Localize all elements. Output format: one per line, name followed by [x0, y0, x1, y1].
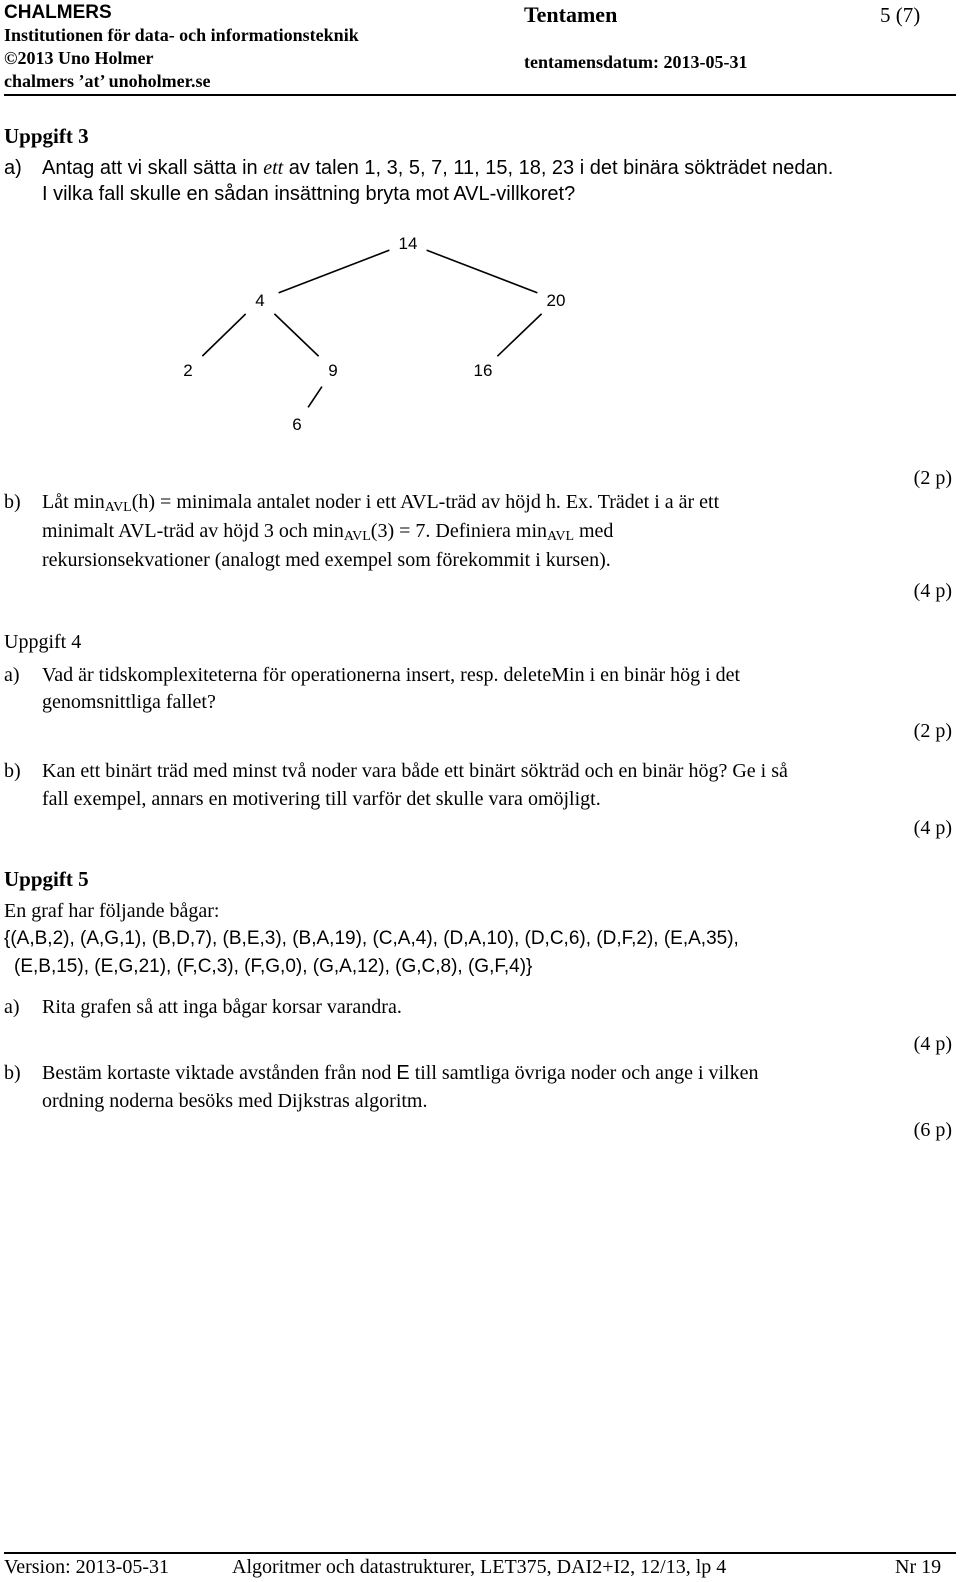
task5-a-line: Rita grafen så att inga bågar korsar varandra.	[42, 996, 402, 1018]
tree-node-20	[536, 280, 576, 320]
page-number: 5 (7)	[880, 3, 921, 27]
tree-node-label: 6	[292, 415, 302, 434]
task5-edges-line2: (E,B,15), (E,G,21), (F,C,3), (F,G,0), (G,A,12), (G,C,8), (G,F,4)}	[14, 956, 533, 977]
task3-b-line2: minimalt AVL-träd av höjd 3 och $\min_{AVL}(3) = 7$. Definiera $\min_{AVL}$ med	[42, 520, 614, 544]
tree-node-4	[240, 280, 280, 320]
task5-a-points: (4 p)	[913, 1033, 952, 1055]
task5-edges-line1: {(A,B,2), (A,G,1), (B,D,7), (B,E,3), (B,A,19), (C,A,4), (D,A,10), (D,C,6), (D,F,2), (E,A,35),	[4, 928, 739, 949]
tree-node-label: 16	[473, 361, 493, 380]
author-email: chalmers ’at’ unoholmer.se	[4, 71, 211, 91]
task5-b-line1: Bestäm kortaste viktade avstånden från nod E till samtliga övriga noder och ange i vilken	[42, 1062, 759, 1084]
task3-a-line2: I vilka fall skulle en sådan insättning bryta mot AVL-villkoret?	[42, 183, 576, 205]
task3-a-line1: Antag att vi skall sätta in ett av talen 1, 3, 5, 7, 11, 15, 18, 23 i det binära sökträdet nedan.	[42, 157, 834, 179]
tree-node-14	[388, 223, 428, 263]
task3-b-line1: Låt $\min_{AVL}(h)$ = minimala antalet noder i ett AVL-träd av höjd h. Ex. Trädet i a är ett	[42, 491, 720, 515]
tree-node-16	[463, 350, 503, 390]
task5-intro: En graf har följande bågar:	[4, 900, 220, 922]
task4-b-label: b)	[4, 760, 21, 782]
task3-b-points: (4 p)	[913, 580, 952, 602]
tree-node-label: 14	[398, 234, 418, 253]
task4-heading: Uppgift 4	[4, 631, 82, 653]
task4-b-line2: fall exempel, annars en motivering till varför det skulle vara omöjligt.	[42, 788, 601, 810]
task3-heading: Uppgift 3	[4, 124, 89, 148]
tree-edge	[408, 243, 556, 300]
copyright: ©2013 Uno Holmer	[4, 48, 154, 68]
task3-a-label: a)	[4, 157, 22, 179]
tree-edge	[260, 243, 408, 300]
tree-node-2	[168, 350, 208, 390]
task5-b-line2: ordning noderna besöks med Dijkstras algoritm.	[42, 1090, 428, 1112]
org-name: CHALMERS	[4, 2, 112, 23]
task5-b-label: b)	[4, 1062, 21, 1084]
task3-a-points: (2 p)	[913, 467, 952, 489]
footer-version: Version: 2013-05-31	[4, 1556, 169, 1578]
footer-rule	[4, 1552, 956, 1554]
task3-b-line3: rekursionsekvationer (analogt med exempel som förekommit i kursen).	[42, 549, 611, 571]
tree-node-label: 2	[183, 361, 193, 380]
task4-a-points: (2 p)	[913, 720, 952, 742]
task4-a-label: a)	[4, 664, 20, 686]
tree-edges	[188, 243, 556, 424]
tree-node-label: 9	[328, 361, 338, 380]
task4-b-points: (4 p)	[913, 817, 952, 839]
binary-search-tree	[0, 0, 960, 460]
task5-b-points: (6 p)	[913, 1119, 952, 1141]
department: Institutionen för data- och informationsteknik	[4, 25, 359, 45]
task4-a-line2: genomsnittliga fallet?	[42, 691, 216, 713]
exam-date: tentamensdatum: 2013-05-31	[524, 52, 748, 72]
footer-nr: Nr 19	[895, 1556, 942, 1578]
task5-a-label: a)	[4, 996, 20, 1018]
tree-node-label: 4	[255, 291, 265, 310]
tree-node-label: 20	[546, 291, 566, 310]
task4-b-line1: Kan ett binärt träd med minst två noder vara både ett binärt sökträd och en binär hög? Ge i så	[42, 760, 788, 782]
task4-a-line1: Vad är tidskomplexiteterna för operationerna insert, resp. deleteMin i en binär hög i det	[42, 664, 741, 686]
footer-course: Algoritmer och datastrukturer, LET375, DAI2+I2, 12/13, lp 4	[232, 1556, 727, 1578]
doc-title: Tentamen	[524, 2, 618, 27]
task3-b-label: b)	[4, 491, 21, 513]
task5-heading: Uppgift 5	[4, 867, 89, 891]
tree-node-6	[277, 404, 317, 444]
tree-node-9	[313, 350, 353, 390]
